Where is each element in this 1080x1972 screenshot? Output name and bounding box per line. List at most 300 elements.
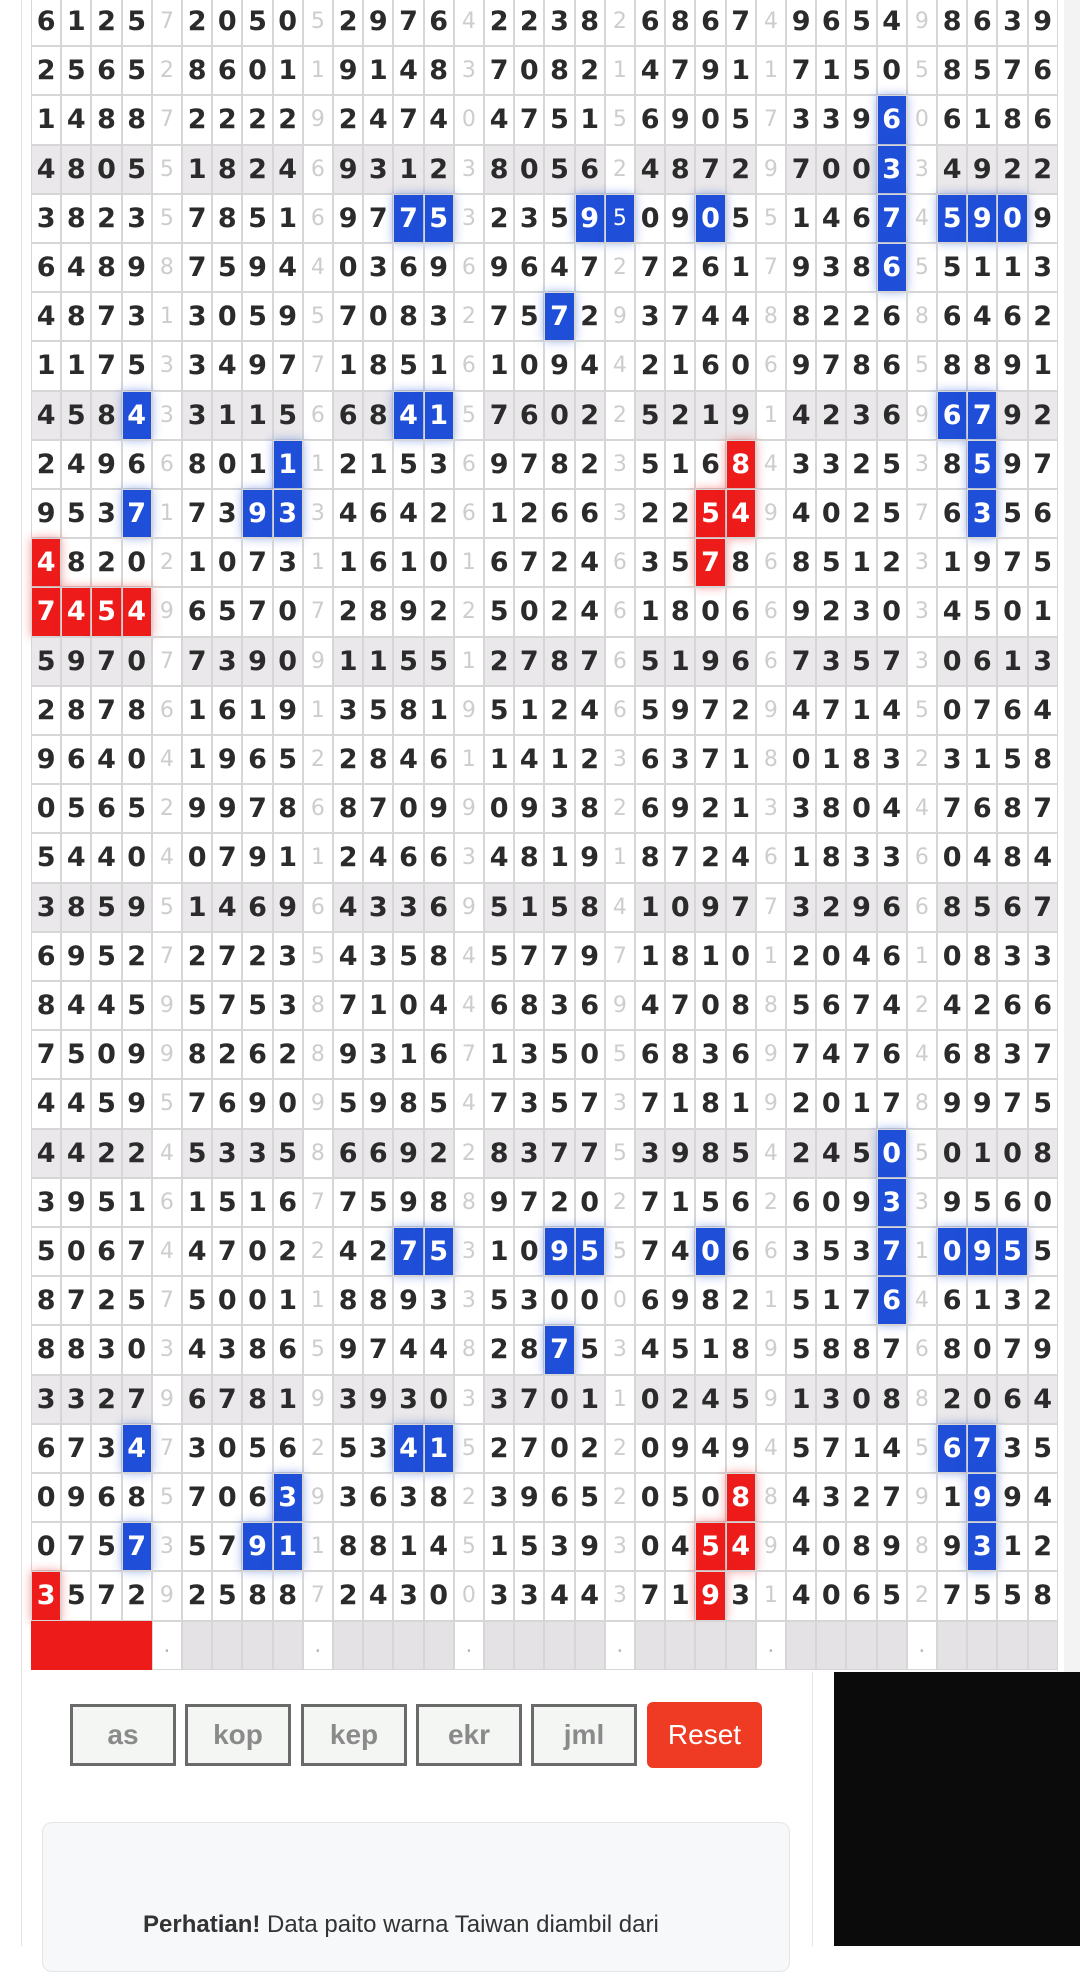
paito-cell: 2 — [514, 489, 544, 538]
separator-digit: 9 — [756, 1375, 786, 1424]
paito-cell: 8 — [514, 1325, 544, 1374]
paito-cell: 4 — [544, 1571, 574, 1620]
paito-cell: 4 — [937, 145, 967, 194]
paito-cell: 8 — [363, 391, 393, 440]
paito-cell: 4 — [182, 1227, 212, 1276]
separator-digit: 2 — [605, 784, 635, 833]
footer-cell — [484, 1621, 514, 1670]
paito-cell: 8 — [575, 0, 605, 46]
paito-cell: 5 — [665, 1325, 695, 1374]
separator-digit: 4 — [454, 0, 484, 46]
paito-cell: 9 — [786, 243, 816, 292]
paito-cell: 4 — [635, 145, 665, 194]
separator-digit: 6 — [303, 391, 333, 440]
paito-cell: 3 — [544, 1522, 574, 1571]
separator-digit: 2 — [152, 784, 182, 833]
footer-cell — [695, 1621, 725, 1670]
paito-cell: 1 — [665, 637, 695, 686]
paito-cell: 4 — [726, 1522, 756, 1571]
paito-cell: 7 — [333, 1178, 363, 1227]
paito-cell: 0 — [122, 1325, 152, 1374]
paito-cell: 9 — [665, 194, 695, 243]
paito-cell: 0 — [726, 341, 756, 390]
footer-cell — [846, 1621, 876, 1670]
footer-dot: . — [605, 1621, 635, 1670]
separator-digit: 7 — [303, 1571, 333, 1620]
paito-cell: 3 — [514, 1571, 544, 1620]
paito-cell: 9 — [937, 1522, 967, 1571]
separator-digit: 4 — [454, 932, 484, 981]
paito-cell: 0 — [122, 833, 152, 882]
paito-cell: 6 — [1028, 46, 1058, 95]
paito-cell: 7 — [877, 1227, 907, 1276]
paito-cell: 7 — [514, 1375, 544, 1424]
paito-cell: 0 — [695, 95, 725, 144]
paito-cell: 4 — [273, 145, 303, 194]
paito-cell: 4 — [212, 341, 242, 390]
separator-digit: 5 — [152, 145, 182, 194]
separator-digit: 8 — [303, 981, 333, 1030]
notice-box — [42, 1822, 790, 1972]
paito-cell: 4 — [424, 1325, 454, 1374]
paito-cell: 6 — [726, 1030, 756, 1079]
footer-marker — [91, 1621, 121, 1670]
paito-cell: 7 — [997, 1079, 1027, 1128]
paito-cell: 6 — [997, 1178, 1027, 1227]
paito-cell: 3 — [877, 145, 907, 194]
paito-cell: 4 — [273, 243, 303, 292]
separator-digit: 1 — [756, 932, 786, 981]
paito-cell: 9 — [665, 1129, 695, 1178]
paito-cell: 6 — [484, 981, 514, 1030]
paito-cell: 3 — [273, 489, 303, 538]
paito-cell: 8 — [61, 145, 91, 194]
separator-digit: 1 — [756, 1276, 786, 1325]
paito-cell: 1 — [273, 440, 303, 489]
paito-cell: 6 — [31, 932, 61, 981]
paito-cell: 5 — [997, 1227, 1027, 1276]
paito-cell: 4 — [333, 883, 363, 932]
paito-cell: 2 — [846, 292, 876, 341]
paito-cell: 5 — [333, 1424, 363, 1473]
paito-cell: 3 — [273, 538, 303, 587]
separator-digit: 8 — [907, 292, 937, 341]
separator-digit: 6 — [756, 1227, 786, 1276]
paito-cell: 7 — [61, 1522, 91, 1571]
paito-cell: 4 — [424, 1522, 454, 1571]
separator-digit: 2 — [303, 735, 333, 784]
paito-cell: 7 — [665, 46, 695, 95]
paito-cell: 1 — [665, 341, 695, 390]
footer-dot: . — [303, 1621, 333, 1670]
paito-cell: 5 — [91, 1522, 121, 1571]
paito-cell: 3 — [816, 637, 846, 686]
paito-cell: 2 — [575, 292, 605, 341]
paito-cell: 5 — [242, 0, 272, 46]
paito-cell: 0 — [695, 1227, 725, 1276]
paito-cell: 2 — [91, 1375, 121, 1424]
separator-digit: 1 — [303, 1276, 333, 1325]
paito-cell: 8 — [424, 1473, 454, 1522]
scrollbar-track[interactable] — [1064, 0, 1080, 1672]
paito-cell: 9 — [122, 1030, 152, 1079]
paito-cell: 5 — [544, 194, 574, 243]
paito-cell: 1 — [363, 46, 393, 95]
paito-cell: 0 — [91, 1030, 121, 1079]
paito-cell: 9 — [333, 145, 363, 194]
paito-cell: 9 — [393, 587, 423, 636]
paito-cell: 3 — [846, 833, 876, 882]
paito-cell: 0 — [393, 784, 423, 833]
paito-cell: 7 — [212, 981, 242, 1030]
paito-cell: 5 — [484, 1276, 514, 1325]
paito-cell: 3 — [393, 883, 423, 932]
paito-cell: 6 — [877, 1276, 907, 1325]
separator-digit: 3 — [605, 735, 635, 784]
paito-cell: 7 — [575, 1079, 605, 1128]
paito-cell: 1 — [816, 46, 846, 95]
paito-cell: 1 — [122, 1178, 152, 1227]
as-button[interactable]: as — [70, 1704, 176, 1766]
paito-cell: 6 — [424, 883, 454, 932]
paito-cell: 0 — [61, 1227, 91, 1276]
paito-cell: 6 — [635, 784, 665, 833]
paito-cell: 6 — [242, 1030, 272, 1079]
paito-cell: 5 — [61, 391, 91, 440]
paito-cell: 5 — [91, 1178, 121, 1227]
paito-cell: 0 — [544, 1375, 574, 1424]
paito-cell: 3 — [877, 833, 907, 882]
paito-cell: 4 — [31, 292, 61, 341]
paito-cell: 2 — [424, 489, 454, 538]
paito-cell: 7 — [1028, 784, 1058, 833]
footer-cell — [575, 1621, 605, 1670]
paito-cell: 8 — [182, 46, 212, 95]
paito-cell: 1 — [242, 391, 272, 440]
kop-button[interactable]: kop — [185, 1704, 291, 1766]
paito-cell: 8 — [122, 1473, 152, 1522]
paito-cell: 4 — [31, 1079, 61, 1128]
paito-cell: 5 — [182, 1129, 212, 1178]
ekr-button[interactable]: ekr — [416, 1704, 522, 1766]
paito-cell: 5 — [424, 194, 454, 243]
paito-cell: 1 — [967, 95, 997, 144]
footer-cell — [877, 1621, 907, 1670]
paito-cell: 7 — [91, 292, 121, 341]
separator-digit: 6 — [152, 440, 182, 489]
paito-cell: 7 — [393, 95, 423, 144]
paito-cell: 9 — [424, 784, 454, 833]
paito-cell: 6 — [393, 833, 423, 882]
paito-cell: 8 — [544, 637, 574, 686]
paito-cell: 0 — [937, 1227, 967, 1276]
paito-cell: 2 — [1028, 1522, 1058, 1571]
separator-digit: 3 — [454, 194, 484, 243]
paito-cell: 7 — [514, 1178, 544, 1227]
paito-cell: 3 — [363, 883, 393, 932]
paito-cell: 4 — [635, 46, 665, 95]
paito-cell: 7 — [273, 341, 303, 390]
paito-cell: 8 — [544, 440, 574, 489]
paito-cell: 0 — [31, 1473, 61, 1522]
paito-cell: 5 — [91, 932, 121, 981]
paito-cell: 9 — [665, 95, 695, 144]
separator-digit: 8 — [756, 292, 786, 341]
paito-cell: 5 — [816, 538, 846, 587]
paito-cell: 0 — [212, 1276, 242, 1325]
separator-digit: 7 — [152, 637, 182, 686]
paito-cell: 6 — [273, 1325, 303, 1374]
paito-cell: 8 — [31, 981, 61, 1030]
paito-cell: 3 — [333, 1375, 363, 1424]
paito-cell: 9 — [967, 194, 997, 243]
paito-cell: 8 — [816, 833, 846, 882]
separator-digit: 5 — [605, 194, 635, 243]
paito-cell: 1 — [997, 637, 1027, 686]
paito-cell: 9 — [665, 784, 695, 833]
paito-cell: 8 — [937, 440, 967, 489]
separator-digit: 5 — [605, 1129, 635, 1178]
separator-digit: 9 — [152, 981, 182, 1030]
paito-cell: 2 — [182, 0, 212, 46]
paito-cell: 6 — [635, 1276, 665, 1325]
paito-cell: 0 — [695, 587, 725, 636]
paito-cell: 2 — [695, 833, 725, 882]
paito-cell: 3 — [726, 1571, 756, 1620]
paito-cell: 9 — [61, 637, 91, 686]
paito-cell: 5 — [665, 1473, 695, 1522]
paito-cell: 0 — [514, 46, 544, 95]
paito-cell: 0 — [242, 1276, 272, 1325]
paito-cell: 6 — [91, 784, 121, 833]
separator-digit: 4 — [756, 0, 786, 46]
separator-digit: 2 — [907, 735, 937, 784]
paito-cell: 6 — [726, 1178, 756, 1227]
paito-cell: 1 — [424, 686, 454, 735]
separator-digit: 3 — [605, 1571, 635, 1620]
paito-cell: 1 — [816, 1276, 846, 1325]
separator-digit: 6 — [303, 145, 333, 194]
paito-cell: 4 — [122, 391, 152, 440]
paito-cell: 4 — [424, 95, 454, 144]
paito-cell: 1 — [393, 538, 423, 587]
paito-cell: 6 — [816, 0, 846, 46]
separator-digit: 7 — [303, 1178, 333, 1227]
paito-cell: 7 — [484, 1079, 514, 1128]
paito-cell: 5 — [1028, 538, 1058, 587]
paito-cell: 1 — [726, 1079, 756, 1128]
paito-cell: 5 — [393, 440, 423, 489]
paito-cell: 7 — [393, 194, 423, 243]
paito-cell: 4 — [665, 1522, 695, 1571]
paito-cell: 9 — [273, 686, 303, 735]
footer-cell — [212, 1621, 242, 1670]
paito-cell: 6 — [575, 145, 605, 194]
paito-cell: 5 — [726, 1129, 756, 1178]
paito-cell: 5 — [182, 1276, 212, 1325]
paito-cell: 8 — [726, 440, 756, 489]
separator-digit: 6 — [152, 1178, 182, 1227]
paito-cell: 8 — [967, 1030, 997, 1079]
paito-cell: 2 — [182, 95, 212, 144]
paito-cell: 3 — [816, 1473, 846, 1522]
paito-cell: 3 — [212, 489, 242, 538]
paito-cell: 1 — [182, 538, 212, 587]
paito-cell: 3 — [846, 1227, 876, 1276]
separator-digit: 8 — [303, 1030, 333, 1079]
separator-digit: 3 — [907, 587, 937, 636]
paito-cell: 0 — [937, 686, 967, 735]
paito-cell: 7 — [635, 243, 665, 292]
paito-cell: 6 — [877, 95, 907, 144]
paito-cell: 5 — [544, 145, 574, 194]
paito-cell: 9 — [242, 637, 272, 686]
paito-cell: 8 — [91, 243, 121, 292]
separator-digit: 9 — [454, 784, 484, 833]
paito-cell: 3 — [846, 391, 876, 440]
separator-digit: 5 — [907, 243, 937, 292]
paito-cell: 5 — [695, 489, 725, 538]
paito-cell: 1 — [273, 1375, 303, 1424]
paito-cell: 4 — [786, 1473, 816, 1522]
paito-cell: 8 — [182, 440, 212, 489]
paito-cell: 2 — [514, 0, 544, 46]
paito-cell: 1 — [575, 1375, 605, 1424]
paito-cell: 9 — [1028, 1325, 1058, 1374]
paito-cell: 5 — [242, 194, 272, 243]
paito-cell: 6 — [635, 1030, 665, 1079]
paito-cell: 8 — [997, 784, 1027, 833]
footer-cell — [393, 1621, 423, 1670]
paito-cell: 3 — [514, 194, 544, 243]
paito-cell: 1 — [635, 932, 665, 981]
separator-digit: 3 — [756, 784, 786, 833]
separator-digit: 3 — [303, 489, 333, 538]
left-margin — [0, 0, 22, 1946]
paito-cell: 4 — [363, 1571, 393, 1620]
paito-cell: 0 — [333, 243, 363, 292]
paito-cell: 1 — [1028, 587, 1058, 636]
paito-cell: 6 — [635, 735, 665, 784]
paito-cell: 8 — [31, 1325, 61, 1374]
paito-cell: 0 — [182, 833, 212, 882]
paito-cell: 5 — [786, 981, 816, 1030]
paito-cell: 9 — [937, 1079, 967, 1128]
paito-cell: 2 — [665, 243, 695, 292]
paito-cell: 7 — [91, 1571, 121, 1620]
separator-digit: 1 — [756, 1571, 786, 1620]
paito-cell: 8 — [665, 1030, 695, 1079]
paito-cell: 8 — [665, 932, 695, 981]
separator-digit: 6 — [454, 440, 484, 489]
paito-cell: 6 — [212, 46, 242, 95]
paito-cell: 7 — [333, 292, 363, 341]
paito-cell: 3 — [997, 0, 1027, 46]
paito-cell: 0 — [635, 1522, 665, 1571]
separator-digit: 6 — [756, 538, 786, 587]
separator-digit: 3 — [454, 1276, 484, 1325]
paito-cell: 7 — [877, 1473, 907, 1522]
paito-cell: 3 — [363, 1424, 393, 1473]
paito-cell: 8 — [363, 587, 393, 636]
separator-digit: 8 — [907, 1079, 937, 1128]
paito-cell: 9 — [575, 194, 605, 243]
paito-cell: 9 — [514, 1473, 544, 1522]
paito-cell: 7 — [997, 1325, 1027, 1374]
separator-digit: 3 — [454, 1227, 484, 1276]
separator-digit: 0 — [454, 1571, 484, 1620]
paito-cell: 5 — [877, 440, 907, 489]
paito-cell: 1 — [846, 538, 876, 587]
paito-cell: 6 — [877, 883, 907, 932]
paito-cell: 6 — [937, 489, 967, 538]
separator-digit: 8 — [907, 1522, 937, 1571]
paito-cell: 1 — [393, 1030, 423, 1079]
paito-cell: 9 — [575, 1522, 605, 1571]
paito-cell: 5 — [846, 46, 876, 95]
paito-cell: 5 — [31, 637, 61, 686]
paito-cell: 8 — [937, 46, 967, 95]
paito-cell: 2 — [575, 1424, 605, 1473]
paito-cell: 1 — [665, 440, 695, 489]
paito-cell: 7 — [91, 637, 121, 686]
paito-cell: 8 — [212, 145, 242, 194]
kep-button[interactable]: kep — [301, 1704, 407, 1766]
paito-cell: 1 — [363, 637, 393, 686]
jml-button[interactable]: jml — [531, 1704, 637, 1766]
paito-cell: 5 — [1028, 1424, 1058, 1473]
separator-digit: 9 — [454, 883, 484, 932]
footer-marker — [122, 1621, 152, 1670]
separator-digit: 4 — [756, 1129, 786, 1178]
paito-cell: 3 — [91, 1424, 121, 1473]
paito-cell: 1 — [424, 391, 454, 440]
separator-digit: 6 — [756, 637, 786, 686]
paito-cell: 2 — [786, 932, 816, 981]
paito-cell: 2 — [273, 95, 303, 144]
paito-cell: 6 — [937, 1030, 967, 1079]
paito-cell: 2 — [846, 440, 876, 489]
paito-cell: 1 — [182, 735, 212, 784]
reset-button[interactable]: Reset — [647, 1702, 762, 1768]
paito-cell: 6 — [393, 243, 423, 292]
paito-cell: 9 — [61, 1473, 91, 1522]
paito-cell: 8 — [61, 194, 91, 243]
separator-digit: 8 — [756, 1473, 786, 1522]
paito-cell: 4 — [726, 489, 756, 538]
paito-cell: 1 — [635, 883, 665, 932]
paito-cell: 4 — [635, 981, 665, 1030]
paito-cell: 9 — [122, 243, 152, 292]
separator-digit: 6 — [605, 686, 635, 735]
paito-cell: 9 — [846, 883, 876, 932]
paito-cell: 5 — [635, 440, 665, 489]
paito-cell: 7 — [635, 1227, 665, 1276]
paito-cell: 5 — [91, 1079, 121, 1128]
separator-digit: 4 — [152, 735, 182, 784]
paito-cell: 8 — [61, 1325, 91, 1374]
paito-cell: 9 — [997, 341, 1027, 390]
separator-digit: 2 — [454, 1473, 484, 1522]
paito-cell: 5 — [1028, 1079, 1058, 1128]
paito-cell: 1 — [665, 1178, 695, 1227]
paito-cell: 3 — [212, 1325, 242, 1374]
paito-cell: 7 — [122, 1227, 152, 1276]
paito-cell: 3 — [997, 1030, 1027, 1079]
paito-cell: 8 — [484, 145, 514, 194]
paito-cell: 7 — [877, 1079, 907, 1128]
paito-cell: 1 — [363, 981, 393, 1030]
